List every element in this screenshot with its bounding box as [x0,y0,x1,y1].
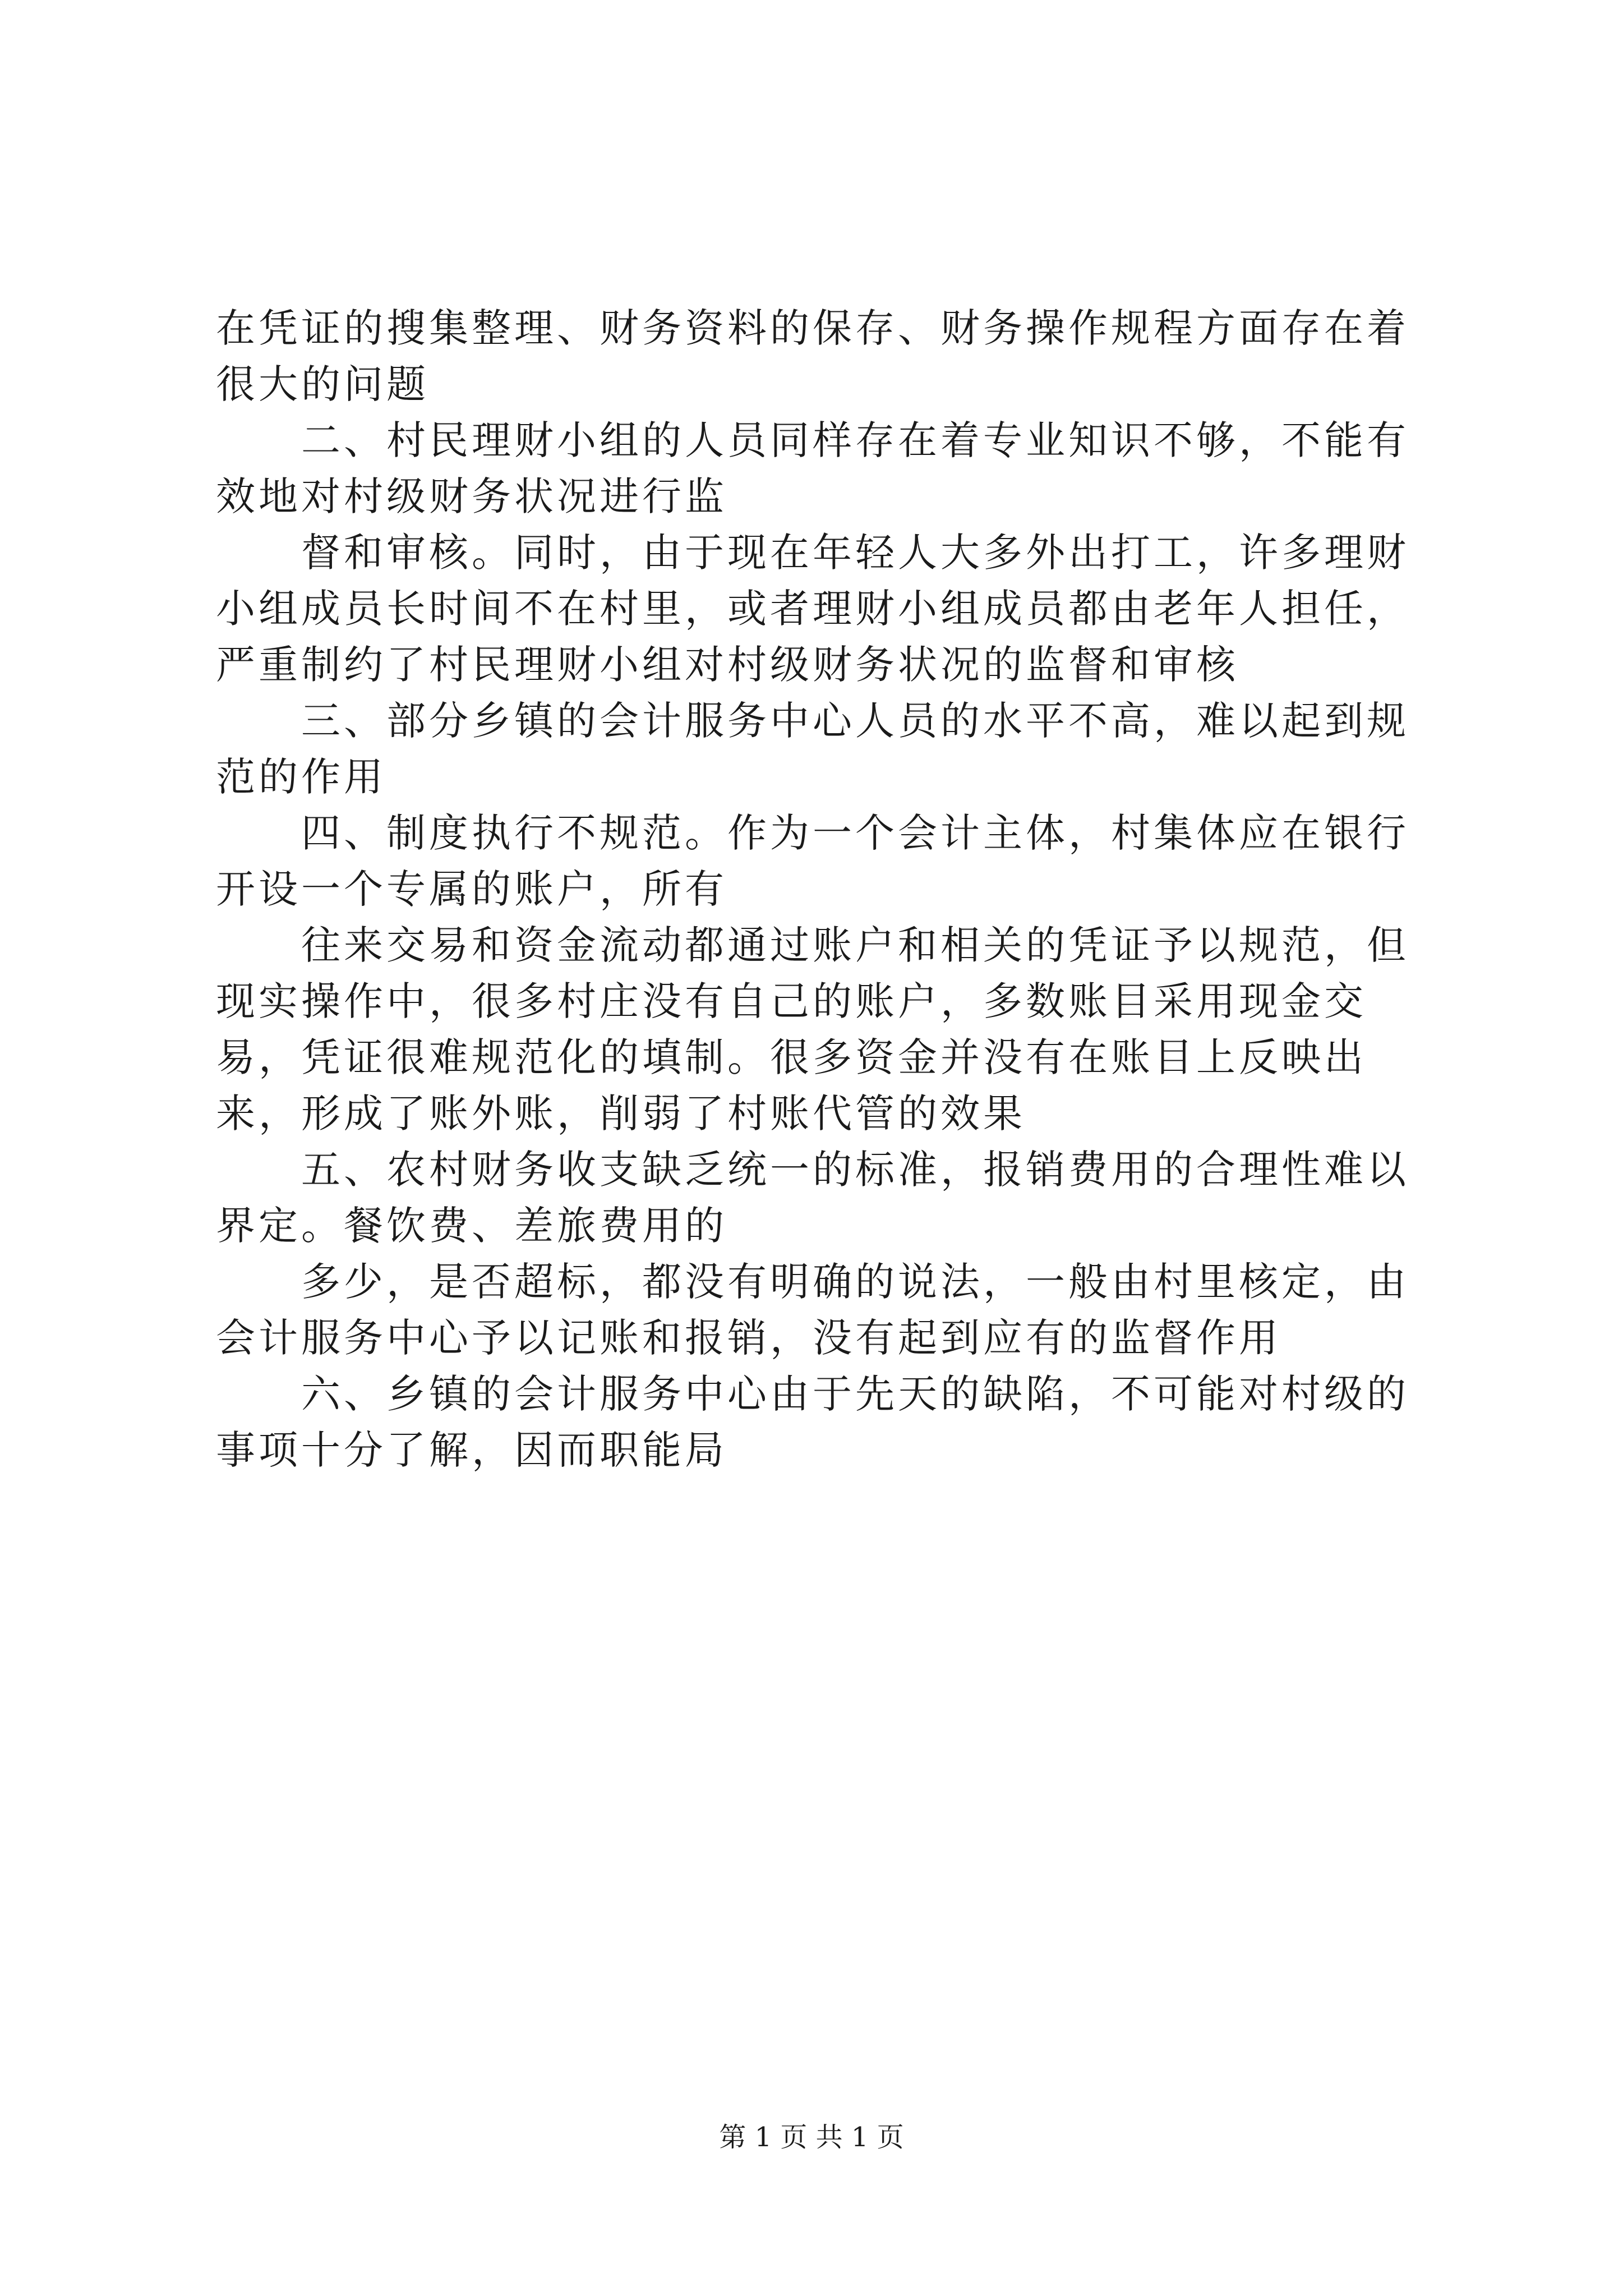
paragraph-4: 三、部分乡镇的会计服务中心人员的水平不高，难以起到规范的作用 [216,698,1409,800]
paragraph-8: 多少，是否超标，都没有明确的说法，一般由村里核定，由会计服务中心予以记账和报销，没有起到应有的监督作用 [216,1259,1409,1361]
paragraph-6: 往来交易和资金流动都通过账户和相关的凭证予以规范，但现实操作中，很多村庄没有自己的账户，多数账目采用现金交易，凭证很难规范化的填制。很多资金并没有在账目上反映出来，形成了账外账，削弱了村账代管的效果 [216,922,1409,1137]
paragraph-2: 二、村民理财小组的人员同样存在着专业知识不够，不能有效地对村级财务状况进行监 [216,417,1409,519]
document-body [216,300,1433,1478]
paragraph-1: 在凭证的搜集整理、财务资料的保存、财务操作规程方面存在着很大的问题 [216,305,1409,407]
paragraph-7: 五、农村财务收支缺乏统一的标准，报销费用的合理性难以界定。餐饮费、差旅费用的 [216,1147,1409,1249]
paragraph-5: 四、制度执行不规范。作为一个会计主体，村集体应在银行开设一个专属的账户，所有 [216,810,1409,912]
paragraph-3: 督和审核。同时，由于现在年轻人大多外出打工，许多理财小组成员长时间不在村里，或者理财小组成员都由老年人担任，严重制约了村民理财小组对村级财务状况的监督和审核 [216,530,1409,688]
paragraph-9: 六、乡镇的会计服务中心由于先天的缺陷，不可能对村级的事项十分了解，因而职能局 [216,1371,1409,1473]
page-footer: 第 1 页 共 1 页 [719,2122,904,2153]
